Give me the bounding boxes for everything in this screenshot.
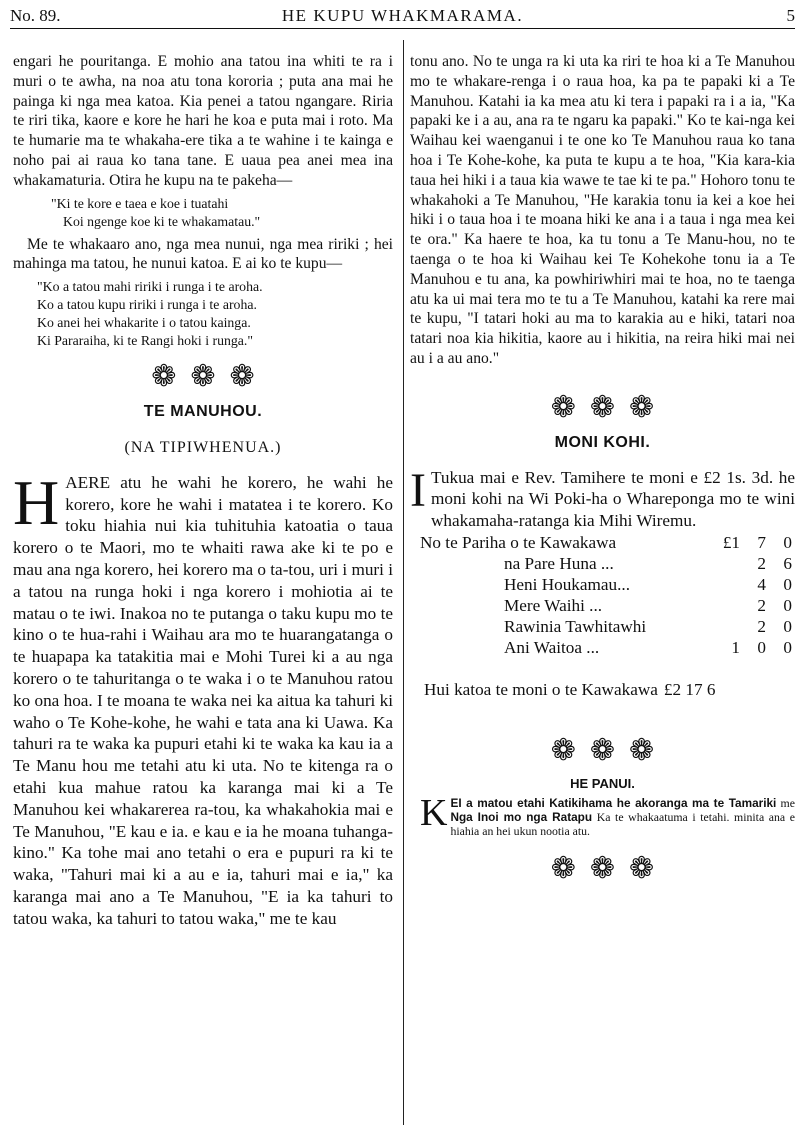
contributor-name: Mere Waihi ... (504, 595, 603, 615)
notice-title: HE PANUI. (570, 775, 635, 791)
table-row (420, 553, 792, 574)
amount-pence: 0 (783, 616, 792, 636)
issue-number: No. 89. (10, 6, 61, 25)
contributor-name: Ani Waitoa ... (504, 637, 600, 657)
verse-line: "Ki te kore e taea e koe i tuatahi (51, 195, 229, 211)
notice-text: me (776, 795, 795, 810)
left-column (13, 52, 393, 930)
table-row (420, 637, 792, 658)
drop-cap: K (420, 791, 448, 834)
running-title: HE KUPU WHAKMARAMA. (281, 6, 524, 25)
paragraph: engari he pouritanga. E mohio ana tatou ina whiti te ra i muri o te awha, na noa atu tona kororia ; puta ana mai he painga ki nga mea katoa. Kia penei a tatou ngangare. Riria te riri tika, kaore e kore he hari he koa e puta mai i roto. Ma te humarie ma te whakaha-ere tika a te wahine i te kainga e noho pai ai raua ko tana tane. E uaua pea anei mea ina whakamaturia. Otira he kupu na te pakeha— (13, 53, 393, 189)
notice-text: Ka te whakaatuma i tetahi. minita ana e hiahia an hei ukun nootia atu. (450, 809, 795, 838)
amount-pounds (714, 595, 740, 616)
notice-bold-text: Katikihama he akoranga ma te Tamariki (549, 795, 777, 810)
section-title: MONI KOHI. (554, 433, 651, 451)
flower-ornament-icon: ❁❁❁ (151, 360, 269, 394)
amount-pence: 0 (783, 532, 792, 552)
amount-shillings: 7 (757, 532, 766, 552)
amount-pounds: 1 (731, 637, 740, 657)
verse-line: "Ko a tatou mahi ririki i runga i te aroha. (37, 279, 263, 295)
amount-pounds (714, 574, 740, 595)
table-row (420, 532, 792, 553)
verse-line: Koi ngenge koe ki te whakamatau." (63, 213, 261, 229)
paragraph: tonu ano. No te unga ra ki uta ka riri te hoa ki a Te Manuhou mo te whakare-renga i o raua hoa, ka pa te papaki ki a Te Manuhou. Katahi ia ka mea atu ki tera i papaki ra i a ia, "Ka papaki ke i a au, ana ra te ngaru ka papaki." Ko te kai-nga kei Waihau kei waenganui i te one ko Te Manuhou raua ko tana hoa i Te Kohe-kohe, ka puta te kupu a te hoa, "Kia kara-kia taua hei hiki i a taua kia wawe te tae ki te pa." Hohoro tonu te whakahoki a Te Manuhou, "He karakia tonu ia kei a koe hei hiki i o taua hoa i te moana hiki ke ana i a taua i nga mea kei te ora." Ka haere te hoa, ka tu tonu a Te Manu-hou, no te taenga o te hoa ki Waihau kei Te Kohekohe tonu ia a Te Manuhou e tu ana, ka powhiriwhiri mai te hoa, no te taenga atu ka ui mai tera mo te tu a Te Manuhou, katahi ka rere mai te kupu, "I tatari hoki au ma to karakia au e hiki, tatari noa tatari noa kia hikitia, kaore au i hikitia, na reira hiki mai nei au i a au ano." (410, 53, 795, 367)
verse-line: Ko a tatou kupu ririki i runga i te aroha. (37, 297, 257, 313)
verse-line: Ko anei hei whakarite i o tatou kainga. (37, 315, 251, 331)
amount-shillings: 2 (757, 616, 766, 636)
notice-body (420, 791, 795, 838)
amount-shillings: 0 (757, 637, 766, 657)
article-byline: (NA TIPIWHENUA.) (124, 438, 282, 456)
contributor-name: na Pare Huna ... (504, 553, 614, 573)
amount-pounds (714, 553, 740, 574)
verse-quote (13, 195, 393, 231)
table-row (420, 595, 792, 616)
article-title: TE MANUHOU. (143, 403, 263, 421)
contributor-name: Rawinia Tawhitawhi (504, 616, 647, 636)
total-label: Hui katoa te moni o te Kawakawa (424, 679, 658, 699)
contributor-name: No te Pariha o te Kawakawa (420, 532, 617, 552)
drop-cap: H (13, 466, 60, 538)
flower-ornament-icon: ❁❁❁ (550, 733, 669, 767)
article-body (13, 466, 393, 930)
article-text: AERE atu he wahi he korero, he wahi he korero, kore he wahi i matatea i te korero. Ko toku hiahia nui kia tuhituhia katoatia o taua korero o te Maori, mo te whaiti rawa ake ki te po e mau ana nga korero, hei korero ma o ta-tou, uri i muri i a tatou na runga hoki i nga korero i mohiotia ai te matau o te iwi. Inakoa no te putanga o taku kupu mo te kino o te hua-rahi i Waihau ara mo te huarangatanga o te huapapa ka tatakitia mai e Mohi Turei ki a au nga korero o te tahuritanga o te waka i o te Manuhou ratou ko ona hoa. I te moana te waka nei ka aitua ka tahuri ki waho o Te Kohe-kohe, he wahi e tata ana ki Uawa. Ka tahuri ra te waka ka pupuri etahi ki te waka ka kau ia a Te Manu hou me tetahi atu ki uta. No te kitenga ra o etahi kua mahue ratou ka karanga mai ki a Te Manuhou kei whakarerea ra-tou, ka whakahokia mai e Te Manuhou, "E kau e ia. e kau e ia he moana tuhanga-kino." Ka tohe mai ano tetahi o era e pupuri ra ki te waka, "Tahuri mai ki a au e ia, tahuri mai e ia," ka karanga mai ano a Te Manuhou, "E ia ka tahuri to tatou waka, ka tahuri to tatou waka," me te kau (13, 472, 393, 928)
amount-pounds (714, 616, 740, 637)
flower-ornament-icon: ❁❁❁ (550, 851, 669, 885)
donation-intro (410, 463, 795, 532)
donation-text: Tukua mai e Rev. Tamihere te moni e £2 1s. 3d. he moni kohi na Wi Poki-ha o Whareponga mo te wini whakamaha-ratanga kia Mihi Wiremu. (430, 467, 795, 531)
amount-pence: 6 (783, 553, 792, 573)
amount-pence: 0 (783, 637, 792, 657)
drop-cap: I (410, 463, 426, 517)
amount-pence: 0 (783, 595, 792, 615)
paragraph: Me te whakaaro ano, nga mea nunui, nga mea ririki ; hei mahinga ma tatou, he nunui katoa. E ai ko te kupu— (13, 235, 393, 273)
amount-shillings: 2 (757, 595, 766, 615)
amount-shillings: 2 (757, 553, 766, 573)
amount-pounds: £1 (722, 532, 740, 552)
amount-pence: 0 (783, 574, 792, 594)
table-row (420, 616, 792, 637)
amount-shillings: 4 (757, 574, 766, 594)
contributor-name: Heni Houkamau... (504, 574, 631, 594)
total-amount: £2 17 6 (663, 679, 716, 699)
right-column (410, 52, 795, 890)
verse-line: Ki Pararaiha, ki te Rangi hoki i runga." (37, 333, 253, 349)
table-row (420, 574, 792, 595)
total-line (424, 680, 795, 700)
column-divider (403, 40, 404, 1125)
notice-bold-text: EI a matou etahi (450, 795, 550, 810)
page-header (10, 4, 795, 29)
verse-quote (13, 278, 393, 350)
notice-bold-text: Nga Inoi mo nga Ratapu (450, 809, 593, 824)
flower-ornament-icon: ❁❁❁ (550, 390, 669, 424)
page-number: 5 (786, 6, 795, 25)
contributions-table (420, 532, 792, 658)
